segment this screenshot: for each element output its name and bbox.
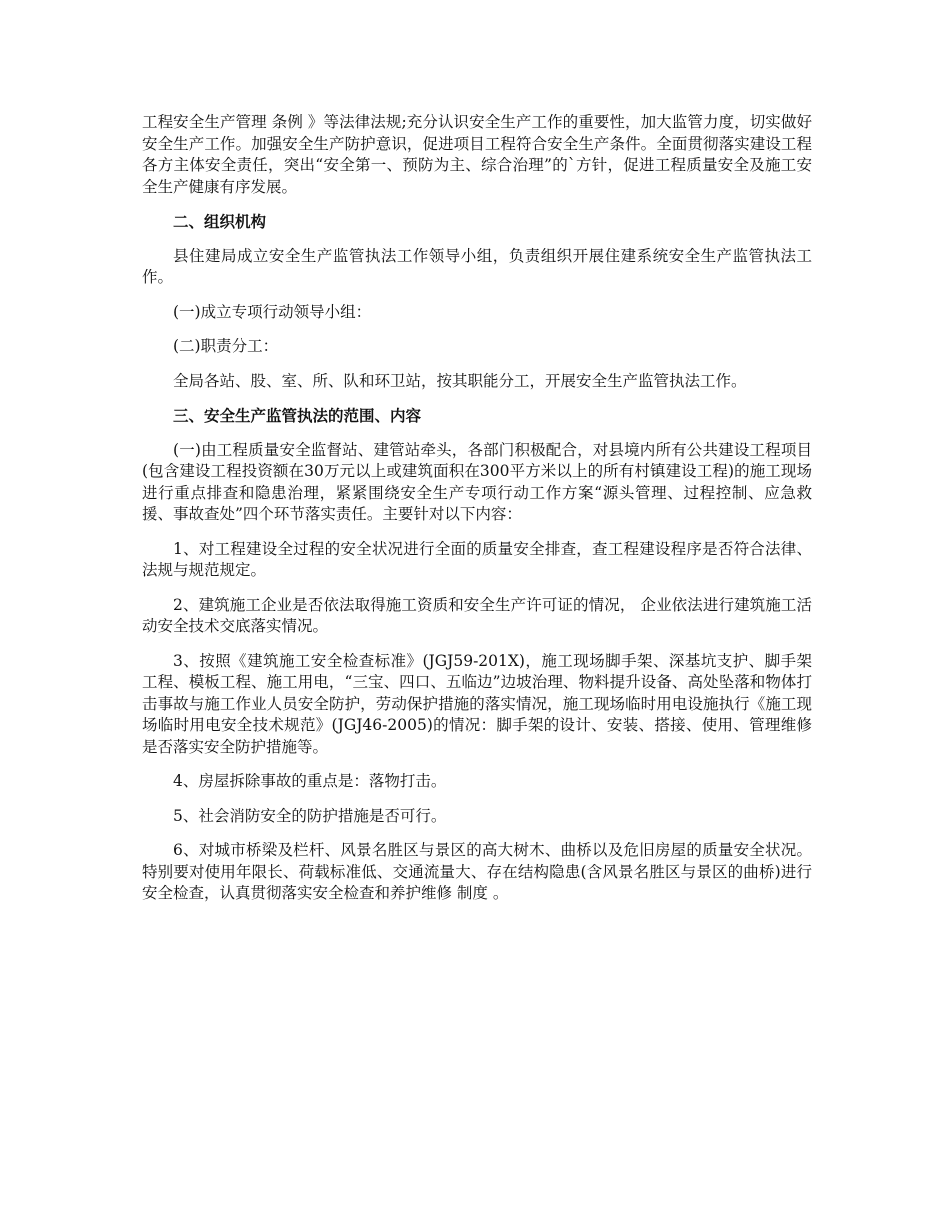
list-item-6: 6、对城市桥梁及栏杆、风景名胜区与景区的高大树木、曲桥以及危旧房屋的质量安全状况。特别要对使用年限长、荷载标准低、交通流量大、存在结构隐患(含风景名胜区与景区的曲桥)进行安全检查，认真贯彻落实安全检查和养护维修 制度 。 — [142, 841, 812, 902]
paragraph-sub-1: (一)成立专项行动领导小组： — [173, 302, 372, 321]
document-body — [142, 112, 812, 918]
paragraph-scope-intro: (一)由工程质量安全监督站、建管站牵头，各部门积极配合，对县境内所有公共建设工程项目(包含建设工程投资额在30万元以上或建筑面积在300平方米以上的所有村镇建设工程)的施工现场进行重点排查和隐患治理，紧紧围绕安全生产专项行动工作方案“源头管理、过程控制、应急救援、事故查处”四个环节落实责任。主要针对以下内容： — [142, 440, 812, 523]
paragraph-leadership-group: 县住建局成立安全生产监管执法工作领导小组，负责组织开展住建系统安全生产监管执法工作。 — [142, 246, 812, 286]
list-item-1: 1、对工程建设全过程的安全状况进行全面的质量安全排查，查工程建设程序是否符合法律、法规与规范规定。 — [142, 539, 812, 579]
list-item-3: 3、按照《建筑施工安全检查标准》(JGJ59-201X)，施工现场脚手架、深基坑支护、脚手架工程、模板工程、施工用电，“三宝、四口、五临边”边坡治理、物料提升设备、高处坠落和物体打击事故与施工作业人员安全防护，劳动保护措施的落实情况，施工现场临时用电设施执行《施工现场临时用电安全技术规范》(JGJ46-2005)的情况：脚手架的设计、安装、搭接、使用、管理维修是否落实安全防护措施等。 — [142, 651, 812, 756]
section-heading-organization: 二、组织机构 — [173, 212, 267, 231]
list-item-5: 5、社会消防安全的防护措施是否可行。 — [173, 806, 447, 825]
list-item-4: 4、房屋拆除事故的重点是：落物打击。 — [173, 772, 447, 790]
paragraph-division-of-duties: 全局各站、股、室、所、队和环卫站，按其职能分工，开展安全生产监管执法工作。 — [173, 371, 747, 390]
paragraph-sub-2: (二)职责分工： — [173, 337, 279, 355]
section-heading-scope: 三、安全生产监管执法的范围、内容 — [173, 406, 422, 425]
list-item-2: 2、建筑施工企业是否依法取得施工资质和安全生产许可证的情况， 企业依法进行建筑施工活动安全技术交底落实情况。 — [142, 595, 812, 635]
paragraph-intro: 工程安全生产管理 条例 》等法律法规;充分认识安全生产工作的重要性，加大监管力度，切实做好安全生产工作。加强安全生产防护意识，促进项目工程符合安全生产条件。全面贯彻落实建设工程各方主体安全责任，突出“安全第一、预防为主、综合治理”的`方针，促进工程质量安全及施工安全生产健康有序发展。 — [142, 113, 812, 196]
